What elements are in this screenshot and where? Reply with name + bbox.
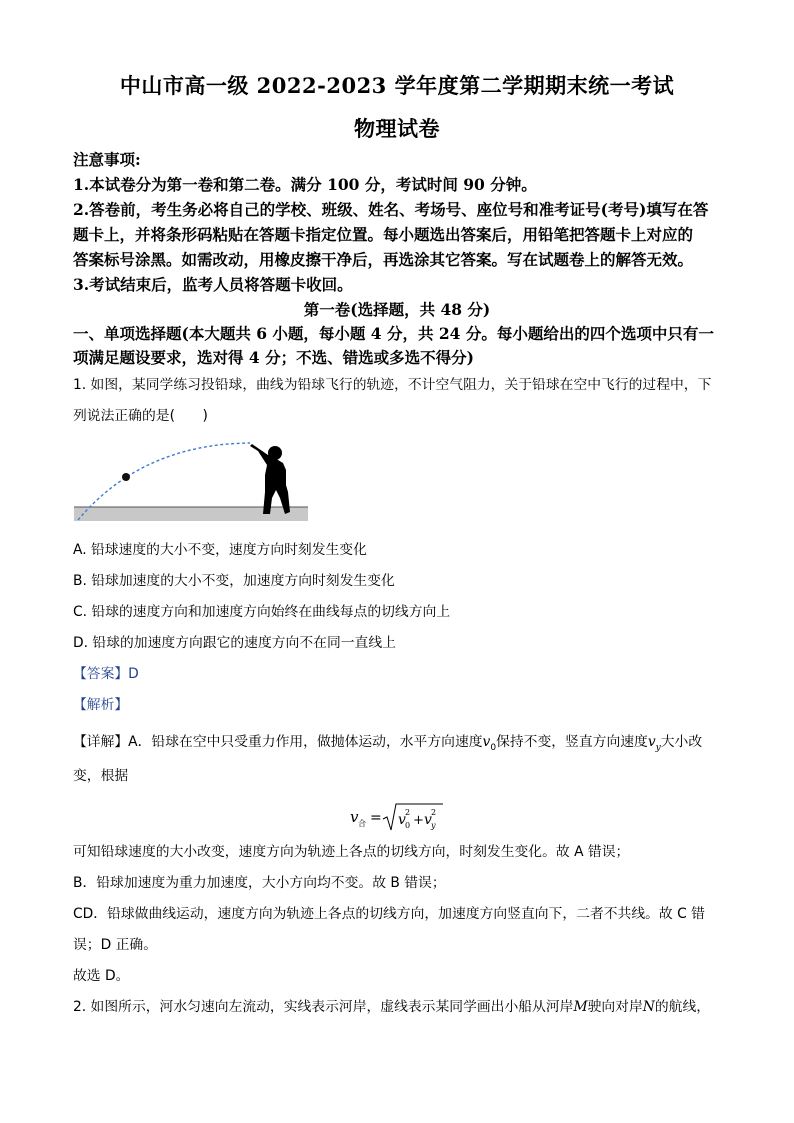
v0-subscript: 0 [490, 742, 497, 753]
notice-item-2-line-2: 题卡上，并将条形码粘贴在答题卡指定位置。每小题选出答案后，用铅笔把答题卡上对应的 [73, 225, 694, 244]
detail-text-c: 大小改 [660, 734, 703, 750]
q1-option-c: C. 铅球的速度方向和加速度方向始终在曲线每点的切线方向上 [73, 604, 451, 620]
q2-stem-a: 2. 如图所示，河水匀速向左流动，实线表示河岸，虚线表示某同学画出小船从河岸 [73, 999, 574, 1015]
notice-item-3: 3.考试结束后，监考人员将答题卡收回。 [73, 275, 353, 294]
velocity-formula [340, 798, 460, 838]
q2-stem-b: 驶向对岸 [587, 999, 643, 1015]
q1-stem-line-2: 列说法正确的是( ) [73, 408, 208, 424]
formula-term2-sup: 2 [431, 808, 437, 817]
formula-term2: v [424, 812, 432, 828]
notice-item-2-line-1: 2.答卷前，考生务必将自己的学校、班级、姓名、考场号、座位号和准考证号(考号)填写在答 [73, 200, 709, 219]
q1-option-a: A. 铅球速度的大小不变，速度方向时刻发生变化 [73, 542, 367, 558]
q1-detail-line-6: 误；D 正确。 [73, 937, 157, 953]
q1-detail-line-7: 故选 D。 [73, 968, 130, 984]
notice-heading: 注意事项: [73, 150, 141, 169]
formula-lhs-sub: 合 [358, 819, 366, 828]
ground-strip [74, 507, 308, 521]
athlete-silhouette [250, 444, 290, 514]
formula-term2-sub: y [431, 821, 436, 830]
q1-detail-line-1 [73, 732, 724, 758]
exam-title: 中山市高一级 2022-2023 学年度第二学期期末统一考试 [119, 73, 675, 98]
bank-n-label: N [642, 999, 655, 1015]
q1-detail-line-4: B．铅球加速度为重力加速度，大小方向均不变。故 B 错误； [73, 875, 446, 891]
v0-symbol: v [482, 734, 491, 750]
formula-equals: = [370, 810, 382, 826]
shot-put-ball [122, 473, 130, 481]
section-heading: 第一卷(选择题，共 48 分) [303, 300, 491, 319]
formula-lhs: v [350, 808, 359, 826]
q2-stem-line-1 [73, 997, 724, 1017]
vy-subscript: y [655, 742, 661, 753]
formula-term1: v [398, 812, 406, 828]
part-heading-line-2: 项满足题设要求，选对得 4 分；不选、错选或多选不得分) [73, 348, 474, 367]
q1-answer: 【答案】D [73, 666, 139, 682]
formula-term1-sup: 2 [405, 808, 411, 817]
shot-put-figure [72, 430, 312, 525]
notice-item-1: 1.本试卷分为第一卷和第二卷。满分 100 分，考试时间 90 分钟。 [73, 175, 537, 194]
q1-detail-line-3: 可知铅球速度的大小改变，速度方向为轨迹上各点的切线方向，时刻发生变化。故 A 错误； [73, 844, 630, 860]
bank-m-label: M [573, 999, 588, 1015]
q1-option-d: D. 铅球的加速度方向跟它的速度方向不在同一直线上 [73, 635, 396, 651]
detail-text-b: 保持不变，竖直方向速度 [496, 734, 648, 750]
q1-option-b: B. 铅球加速度的大小不变，加速度方向时刻发生变化 [73, 573, 395, 589]
q1-analysis-tag: 【解析】 [73, 697, 129, 713]
detail-text-a: 【详解】A．铅球在空中只受重力作用，做抛体运动，水平方向速度 [73, 734, 483, 750]
q1-detail-line-2: 变，根据 [73, 768, 129, 784]
exam-subtitle: 物理试卷 [354, 116, 440, 141]
formula-term1-sub: 0 [405, 821, 411, 830]
q1-stem-line-1: 1. 如图，某同学练习投铅球，曲线为铅球飞行的轨迹，不计空气阻力，关于铅球在空中飞行的过程中，下 [73, 377, 712, 393]
part-heading-line-1: 一、单项选择题(本大题共 6 小题，每小题 4 分，共 24 分。每小题给出的四个选项中只有一 [73, 324, 714, 343]
notice-item-2-line-3: 答案标号涂黑。如需改动，用橡皮擦干净后，再选涂其它答案。写在试题卷上的解答无效。 [73, 250, 694, 269]
q2-stem-c: 的航线， [654, 999, 711, 1015]
vy-symbol: v [647, 734, 656, 750]
formula-plus: + [413, 813, 424, 828]
q1-detail-line-5: CD．铅球做曲线运动，速度方向为轨迹上各点的切线方向，加速度方向竖直向下，二者不共线。故 C 错 [73, 906, 705, 922]
